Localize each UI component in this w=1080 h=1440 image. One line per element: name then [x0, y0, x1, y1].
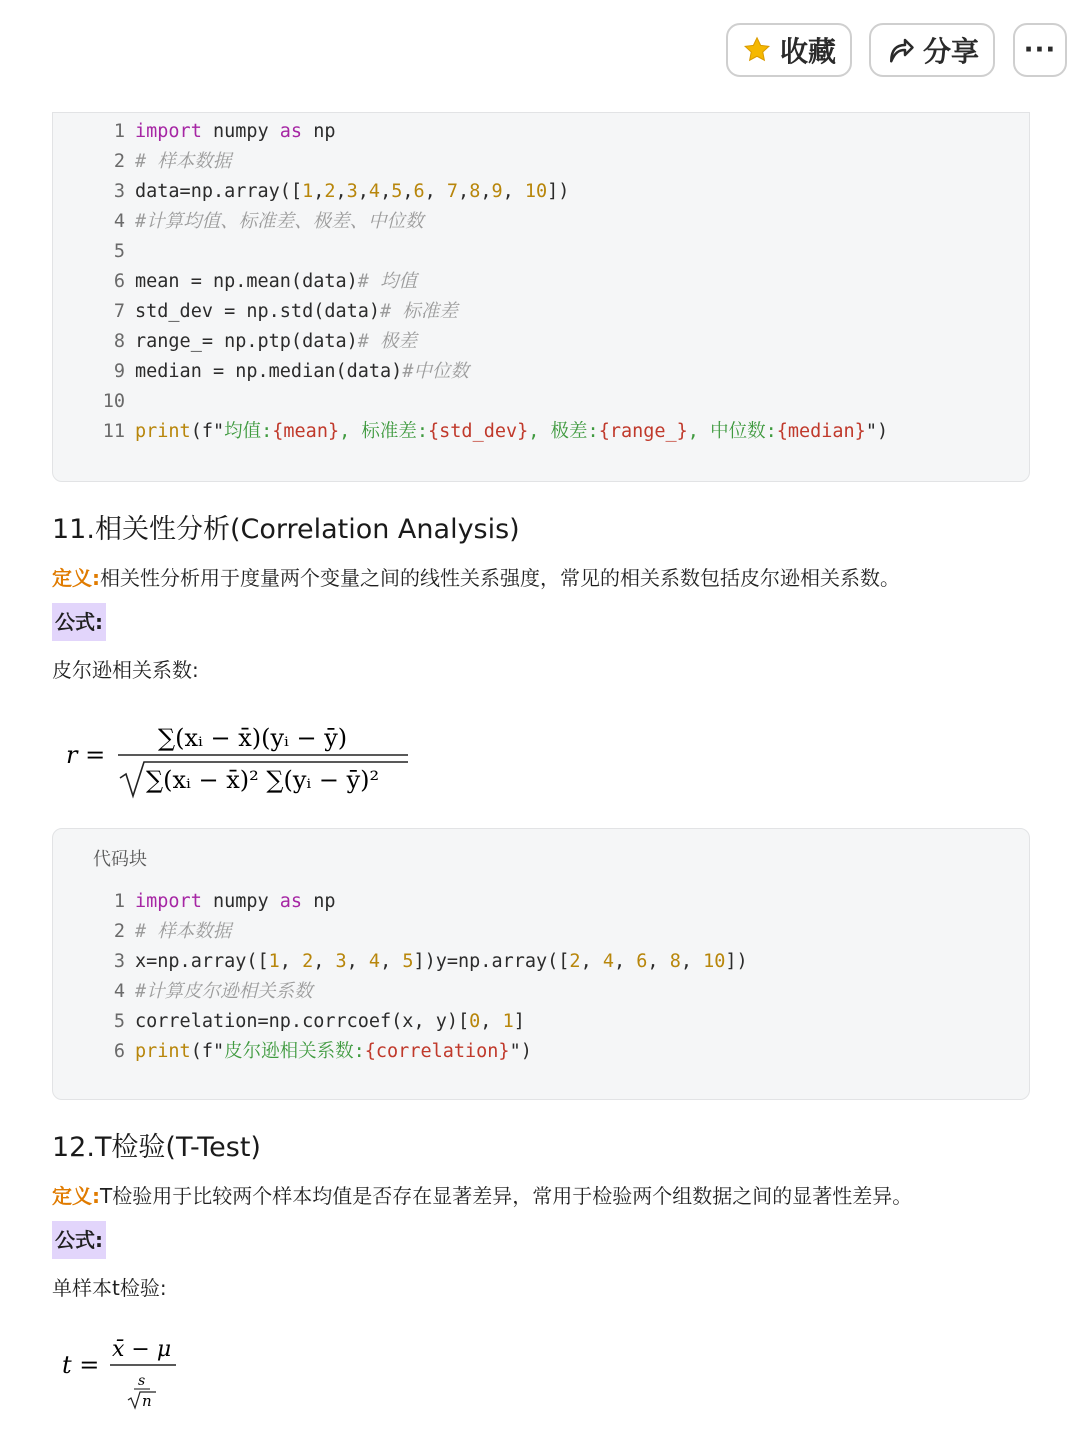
code-text: range_= np.ptp(data)# 极差: [135, 331, 418, 352]
code-text: #计算均值、标准差、极差、中位数: [135, 211, 424, 232]
definition-text: T检验用于比较两个样本均值是否存在显著差异，常用于检验两个组数据之间的显著性差异。: [100, 1184, 913, 1208]
line-number: 4: [113, 981, 125, 1002]
formula-label: 公式:: [52, 1221, 106, 1259]
code-block-header: 代码块: [93, 849, 147, 870]
line-number: 5: [113, 241, 125, 262]
section-title: 12.T检验(T-Test): [52, 1132, 261, 1163]
line-number: 1: [113, 891, 125, 912]
t-test-formula: [58, 1330, 198, 1419]
definition-text: 相关性分析用于度量两个变量之间的线性关系强度，常见的相关系数包括皮尔逊相关系数。: [100, 566, 900, 590]
line-number: 2: [113, 921, 125, 942]
code-text: print(f"皮尔逊相关系数:{correlation}"): [135, 1041, 532, 1062]
line-number: 6: [113, 271, 125, 292]
code-text: print(f"均值:{mean}, 标准差:{std_dev}, 极差:{range_}, 中位数:{median}"): [135, 421, 889, 442]
code-text: import numpy as np: [135, 121, 336, 142]
formula-lhs: r =: [66, 741, 106, 769]
line-number: 8: [113, 331, 125, 352]
definition-paragraph: [52, 1180, 912, 1209]
formula-numerator: x̄ − μ: [112, 1337, 172, 1362]
code-block: [52, 828, 1030, 1100]
line-number: 4: [113, 211, 125, 232]
favorite-label: 收藏: [779, 35, 836, 68]
star-icon: [742, 35, 772, 65]
definition-paragraph: [52, 562, 900, 591]
code-text: # 样本数据: [135, 151, 232, 172]
code-text: x=np.array([1, 2, 3, 4, 5])y=np.array([2, 4, 6, 8, 10]): [135, 951, 748, 972]
code-text: mean = np.mean(data)# 均值: [135, 271, 418, 292]
code-text: import numpy as np: [135, 891, 336, 912]
share-button[interactable]: [869, 23, 995, 77]
line-number: 5: [113, 1011, 125, 1032]
code-block: [52, 112, 1030, 482]
code-text: std_dev = np.std(data)# 标准差: [135, 301, 458, 322]
line-number: 9: [113, 361, 125, 382]
definition-label: 定义:: [52, 566, 100, 590]
definition-label: 定义:: [52, 1184, 100, 1208]
code-text: # 样本数据: [135, 921, 232, 942]
formula-lhs: t =: [62, 1351, 100, 1379]
line-number: 3: [113, 181, 125, 202]
top-toolbar: [0, 0, 1080, 110]
formula-denominator-top: s: [138, 1373, 146, 1389]
line-number: 3: [113, 951, 125, 972]
share-label: 分享: [922, 35, 979, 68]
section-title: 11.相关性分析(Correlation Analysis): [52, 514, 520, 545]
code-text: median = np.median(data)#中位数: [135, 361, 469, 382]
share-arrow-icon: [885, 35, 915, 65]
formula-denominator: ∑(xᵢ − x̄)² ∑(yᵢ − ȳ)²: [146, 766, 380, 794]
code-text: #计算皮尔逊相关系数: [135, 981, 313, 1002]
favorite-button[interactable]: [726, 23, 852, 77]
line-number: 10: [102, 391, 125, 412]
formula-numerator: ∑(xᵢ − x̄)(yᵢ − ȳ): [158, 724, 348, 752]
formula-intro: 皮尔逊相关系数:: [52, 658, 199, 682]
line-number: 11: [102, 421, 125, 442]
formula-intro: 单样本t检验:: [52, 1276, 167, 1300]
line-number: 1: [113, 121, 125, 142]
line-number: 2: [113, 151, 125, 172]
pearson-formula: [62, 712, 422, 808]
more-options-button[interactable]: [1013, 23, 1067, 77]
more-icon: ···: [1023, 35, 1057, 65]
formula-denominator-bottom: n: [142, 1392, 152, 1410]
code-text: correlation=np.corrcoef(x, y)[0, 1]: [135, 1011, 525, 1032]
code-text: data=np.array([1,2,3,4,5,6, 7,8,9, 10]): [135, 181, 570, 202]
line-number: 7: [113, 301, 125, 322]
line-number: 6: [113, 1041, 125, 1062]
formula-label: 公式:: [52, 603, 106, 641]
